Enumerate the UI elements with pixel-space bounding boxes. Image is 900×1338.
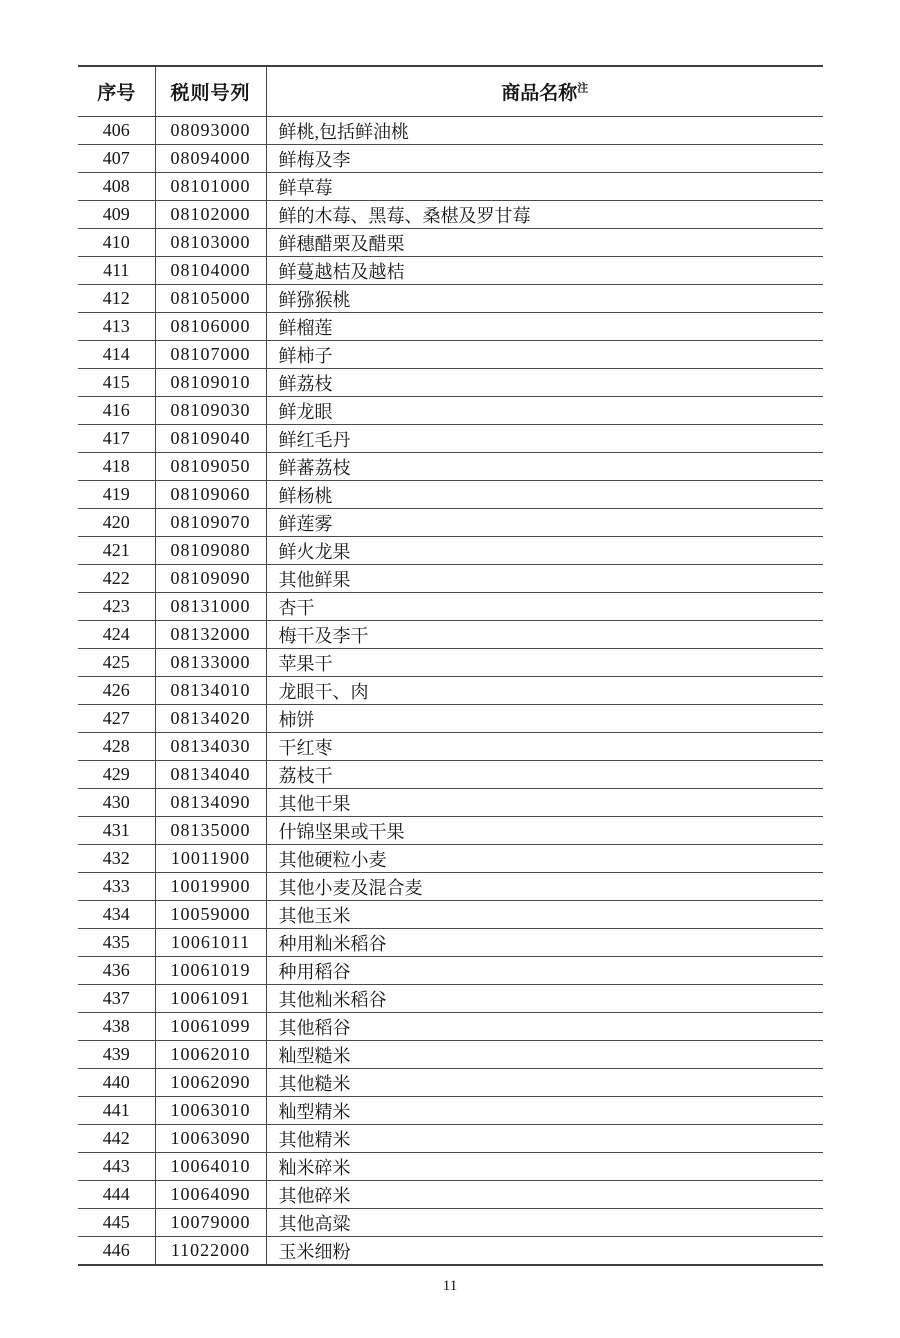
- table-row: [78, 1125, 823, 1153]
- tariff-code-cell: 08101000: [155, 173, 266, 201]
- product-name-cell: 其他碎米: [266, 1181, 823, 1209]
- product-name-cell: 鲜桃,包括鲜油桃: [266, 117, 823, 145]
- product-name-cell: 苹果干: [266, 649, 823, 677]
- serial-cell: 432: [78, 845, 155, 873]
- product-name-cell: 鲜蕃荔枝: [266, 453, 823, 481]
- header-product-name: [266, 66, 823, 117]
- tariff-code-cell: 08109010: [155, 369, 266, 397]
- product-name-cell: 干红枣: [266, 733, 823, 761]
- serial-cell: 406: [78, 117, 155, 145]
- serial-cell: 411: [78, 257, 155, 285]
- table-row: [78, 1237, 823, 1266]
- table-row: [78, 1153, 823, 1181]
- product-name-cell: 其他精米: [266, 1125, 823, 1153]
- serial-cell: 420: [78, 509, 155, 537]
- table-row: [78, 285, 823, 313]
- table-row: [78, 1013, 823, 1041]
- table-row: [78, 509, 823, 537]
- tariff-code-cell: 08094000: [155, 145, 266, 173]
- table-row: [78, 873, 823, 901]
- table-row: [78, 257, 823, 285]
- tariff-code-cell: 08105000: [155, 285, 266, 313]
- serial-cell: 431: [78, 817, 155, 845]
- tariff-code-cell: 08104000: [155, 257, 266, 285]
- tariff-code-cell: 10062090: [155, 1069, 266, 1097]
- tariff-code-cell: 08134040: [155, 761, 266, 789]
- product-name-cell: 其他籼米稻谷: [266, 985, 823, 1013]
- table-row: [78, 369, 823, 397]
- serial-cell: 418: [78, 453, 155, 481]
- header-product-name-label: 商品名称: [501, 83, 578, 104]
- product-name-cell: 玉米细粉: [266, 1237, 823, 1266]
- tariff-code-cell: 10063090: [155, 1125, 266, 1153]
- serial-cell: 424: [78, 621, 155, 649]
- serial-cell: 434: [78, 901, 155, 929]
- serial-cell: 433: [78, 873, 155, 901]
- tariff-code-cell: 10064010: [155, 1153, 266, 1181]
- product-name-cell: 种用稻谷: [266, 957, 823, 985]
- product-name-cell: 鲜草莓: [266, 173, 823, 201]
- serial-cell: 440: [78, 1069, 155, 1097]
- product-name-cell: 其他高粱: [266, 1209, 823, 1237]
- serial-cell: 410: [78, 229, 155, 257]
- table-row: [78, 229, 823, 257]
- product-name-cell: 梅干及李干: [266, 621, 823, 649]
- serial-cell: 439: [78, 1041, 155, 1069]
- product-name-cell: 其他小麦及混合麦: [266, 873, 823, 901]
- tariff-code-cell: 08093000: [155, 117, 266, 145]
- table-row: [78, 313, 823, 341]
- tariff-code-cell: 10079000: [155, 1209, 266, 1237]
- serial-cell: 423: [78, 593, 155, 621]
- product-name-cell: 鲜梅及李: [266, 145, 823, 173]
- table-row: [78, 761, 823, 789]
- table-row: [78, 565, 823, 593]
- product-name-cell: 其他鲜果: [266, 565, 823, 593]
- serial-cell: 416: [78, 397, 155, 425]
- page-number: 11: [442, 1278, 458, 1294]
- tariff-code-cell: 08109080: [155, 537, 266, 565]
- table-row: [78, 789, 823, 817]
- tariff-code-cell: 10059000: [155, 901, 266, 929]
- product-name-cell: 其他硬粒小麦: [266, 845, 823, 873]
- table-row: [78, 845, 823, 873]
- product-name-cell: 籼米碎米: [266, 1153, 823, 1181]
- table-row: [78, 957, 823, 985]
- product-name-cell: 其他糙米: [266, 1069, 823, 1097]
- serial-cell: 409: [78, 201, 155, 229]
- product-name-cell: 其他玉米: [266, 901, 823, 929]
- tariff-code-cell: 08109090: [155, 565, 266, 593]
- tariff-code-cell: 08134020: [155, 705, 266, 733]
- tariff-table: [78, 65, 823, 1266]
- header-serial: 序号: [78, 66, 155, 117]
- table-row: [78, 425, 823, 453]
- tariff-code-cell: 11022000: [155, 1237, 266, 1266]
- serial-cell: 443: [78, 1153, 155, 1181]
- table-header-row: [78, 66, 823, 117]
- serial-cell: 442: [78, 1125, 155, 1153]
- tariff-code-cell: 08133000: [155, 649, 266, 677]
- product-name-cell: 鲜猕猴桃: [266, 285, 823, 313]
- tariff-code-cell: 08134010: [155, 677, 266, 705]
- table-row: [78, 201, 823, 229]
- serial-cell: 417: [78, 425, 155, 453]
- product-name-cell: 种用籼米稻谷: [266, 929, 823, 957]
- serial-cell: 414: [78, 341, 155, 369]
- product-name-cell: 龙眼干、肉: [266, 677, 823, 705]
- serial-cell: 430: [78, 789, 155, 817]
- serial-cell: 426: [78, 677, 155, 705]
- table-row: [78, 985, 823, 1013]
- serial-cell: 428: [78, 733, 155, 761]
- table-row: [78, 1181, 823, 1209]
- table-row: [78, 145, 823, 173]
- serial-cell: 441: [78, 1097, 155, 1125]
- product-name-cell: 籼型精米: [266, 1097, 823, 1125]
- tariff-code-cell: 08109050: [155, 453, 266, 481]
- table-row: [78, 733, 823, 761]
- table-row: [78, 1041, 823, 1069]
- product-name-cell: 籼型糙米: [266, 1041, 823, 1069]
- serial-cell: 419: [78, 481, 155, 509]
- serial-cell: 445: [78, 1209, 155, 1237]
- serial-cell: 427: [78, 705, 155, 733]
- table-row: [78, 705, 823, 733]
- table-row: [78, 397, 823, 425]
- table-row: [78, 817, 823, 845]
- product-name-cell: 鲜穗醋栗及醋栗: [266, 229, 823, 257]
- product-name-cell: 鲜荔枝: [266, 369, 823, 397]
- tariff-code-cell: 10063010: [155, 1097, 266, 1125]
- tariff-code-cell: 10062010: [155, 1041, 266, 1069]
- table-row: [78, 173, 823, 201]
- tariff-code-cell: 08106000: [155, 313, 266, 341]
- header-note-superscript: 注: [577, 82, 589, 95]
- serial-cell: 435: [78, 929, 155, 957]
- tariff-code-cell: 10061011: [155, 929, 266, 957]
- product-name-cell: 鲜杨桃: [266, 481, 823, 509]
- table-row: [78, 593, 823, 621]
- table-row: [78, 901, 823, 929]
- product-name-cell: 什锦坚果或干果: [266, 817, 823, 845]
- serial-cell: 407: [78, 145, 155, 173]
- header-tariff-code: 税则号列: [155, 66, 266, 117]
- table-row: [78, 481, 823, 509]
- serial-cell: 446: [78, 1237, 155, 1266]
- product-name-cell: 荔枝干: [266, 761, 823, 789]
- table-row: [78, 117, 823, 145]
- product-name-cell: 鲜蔓越桔及越桔: [266, 257, 823, 285]
- table-row: [78, 677, 823, 705]
- product-name-cell: 鲜龙眼: [266, 397, 823, 425]
- tariff-code-cell: 08131000: [155, 593, 266, 621]
- tariff-code-cell: 10064090: [155, 1181, 266, 1209]
- product-name-cell: 其他稻谷: [266, 1013, 823, 1041]
- tariff-code-cell: 08109070: [155, 509, 266, 537]
- tariff-code-cell: 08134090: [155, 789, 266, 817]
- serial-cell: 422: [78, 565, 155, 593]
- product-name-cell: 鲜莲雾: [266, 509, 823, 537]
- product-name-cell: 鲜柿子: [266, 341, 823, 369]
- product-name-cell: 鲜榴莲: [266, 313, 823, 341]
- tariff-code-cell: 08109030: [155, 397, 266, 425]
- tariff-code-cell: 10061091: [155, 985, 266, 1013]
- serial-cell: 425: [78, 649, 155, 677]
- product-name-cell: 柿饼: [266, 705, 823, 733]
- serial-cell: 413: [78, 313, 155, 341]
- tariff-code-cell: 08109040: [155, 425, 266, 453]
- serial-cell: 444: [78, 1181, 155, 1209]
- product-name-cell: 其他干果: [266, 789, 823, 817]
- table-row: [78, 341, 823, 369]
- tariff-code-cell: 10011900: [155, 845, 266, 873]
- product-name-cell: 杏干: [266, 593, 823, 621]
- tariff-code-cell: 10061099: [155, 1013, 266, 1041]
- table-row: [78, 929, 823, 957]
- table-row: [78, 1069, 823, 1097]
- table-row: [78, 1097, 823, 1125]
- tariff-code-cell: 10019900: [155, 873, 266, 901]
- tariff-code-cell: 08102000: [155, 201, 266, 229]
- tariff-code-cell: 08135000: [155, 817, 266, 845]
- serial-cell: 412: [78, 285, 155, 313]
- tariff-code-cell: 08132000: [155, 621, 266, 649]
- table-row: [78, 621, 823, 649]
- table-row: [78, 1209, 823, 1237]
- table-row: [78, 537, 823, 565]
- serial-cell: 437: [78, 985, 155, 1013]
- serial-cell: 438: [78, 1013, 155, 1041]
- serial-cell: 415: [78, 369, 155, 397]
- tariff-code-cell: 08107000: [155, 341, 266, 369]
- tariff-code-cell: 08103000: [155, 229, 266, 257]
- table-row: [78, 453, 823, 481]
- product-name-cell: 鲜红毛丹: [266, 425, 823, 453]
- table-row: [78, 649, 823, 677]
- serial-cell: 436: [78, 957, 155, 985]
- serial-cell: 408: [78, 173, 155, 201]
- serial-cell: 429: [78, 761, 155, 789]
- product-name-cell: 鲜火龙果: [266, 537, 823, 565]
- tariff-code-cell: 08109060: [155, 481, 266, 509]
- product-name-cell: 鲜的木莓、黑莓、桑椹及罗甘莓: [266, 201, 823, 229]
- serial-cell: 421: [78, 537, 155, 565]
- tariff-code-cell: 10061019: [155, 957, 266, 985]
- tariff-code-cell: 08134030: [155, 733, 266, 761]
